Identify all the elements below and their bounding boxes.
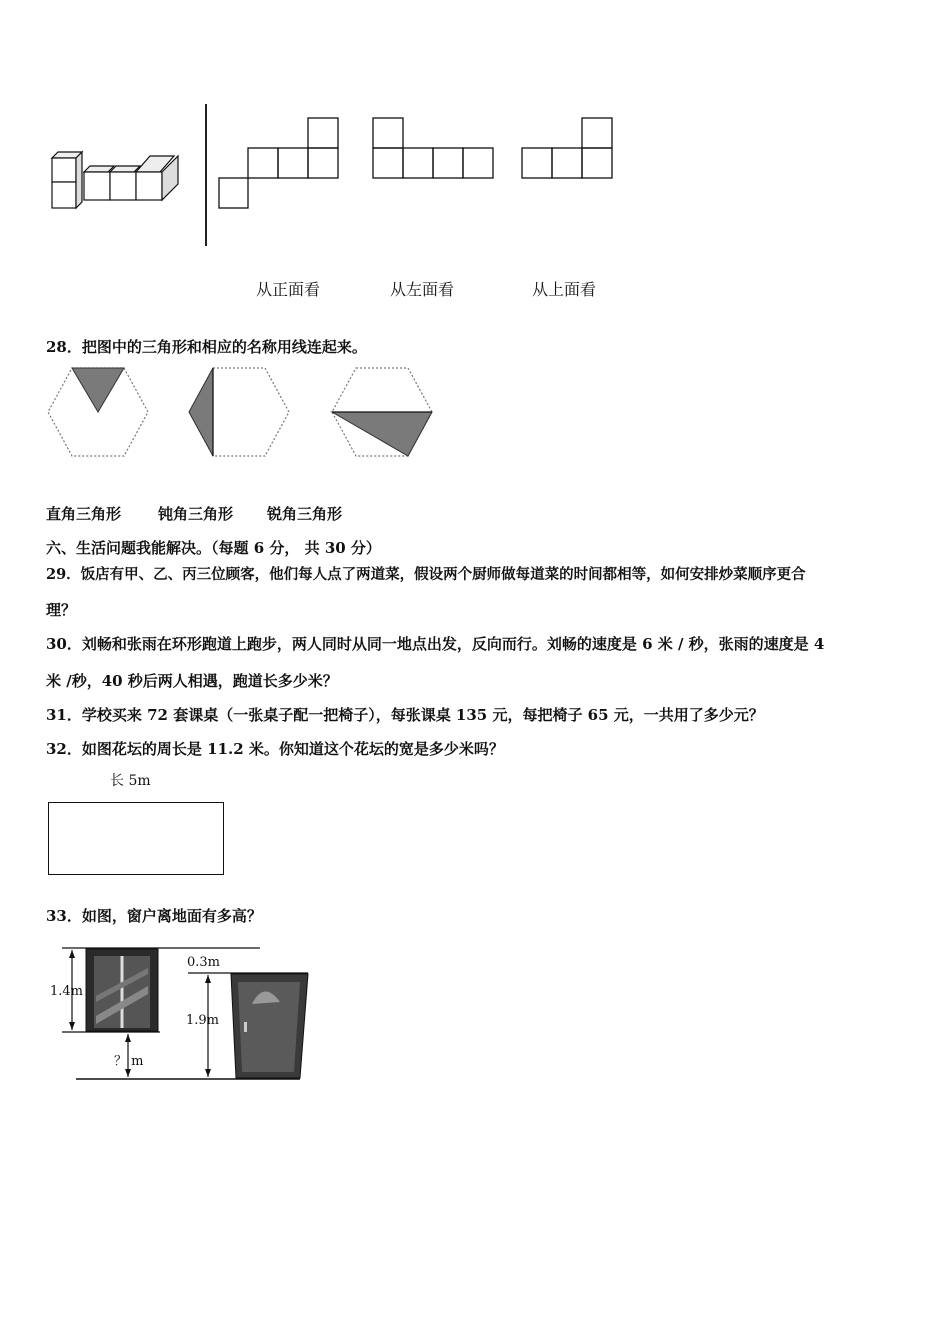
triangle-name-acute: 锐角三角形 [267,505,343,523]
question-31: 31．学校买来 72 套课桌（一张桌子配一把椅子），每张课桌 135 元，每把椅子 65 元，一共用了多少元？ [46,706,764,724]
window-door-figure [48,946,313,1084]
hexagon-right-triangle [187,366,291,458]
triangle-name-obtuse: 钝角三角形 [158,505,234,523]
triangle-name-right: 直角三角形 [46,505,122,523]
question-29-line2: 理？ [46,601,77,619]
left-view-figure [372,117,496,181]
question-30-line1: 30．刘畅和张雨在环形跑道上跑步，两人同时从同一地点出发，反向而行。刘畅的速度是 6 米 / 秒，张雨的速度是 4 [46,635,825,653]
question-33: 33．如图，窗户离地面有多高？ [46,907,262,925]
question-28: 28．把图中的三角形和相应的名称用线连起来。 [46,338,367,356]
question-30-line2: 米 /秒，40 秒后两人相遇，跑道长多少米？ [46,672,338,690]
gap-height-label: 0.3m [187,955,221,970]
door-height-label: 1.9m [186,1013,220,1028]
top-view-figure [521,117,615,181]
question-32: 32．如图花坛的周长是 11.2 米。你知道这个花坛的宽是多少米吗？ [46,740,504,758]
section-6-heading: 六、生活问题我能解决。（每题 6 分， 共 30 分） [46,539,381,557]
window-height-label: 1.4m [50,984,84,999]
hexagon-obtuse-triangle [330,366,434,458]
unknown-height-label: ？ m [114,1054,144,1069]
flowerbed-length-label: 长 5m [110,773,151,789]
hexagon-acute-triangle [46,366,150,458]
front-view-figure [218,117,340,210]
flowerbed-rectangle [48,802,224,875]
cube-stack-figure [48,150,188,212]
front-view-label: 从正面看 [256,280,321,299]
left-view-label: 从左面看 [390,280,455,299]
divider-line [205,104,207,246]
question-29-line1: 29．饭店有甲、乙、丙三位顾客，他们每人点了两道菜，假设两个厨师做每道菜的时间都相等，如何安排炒菜顺序更合 [46,566,806,583]
top-view-label: 从上面看 [532,280,597,299]
